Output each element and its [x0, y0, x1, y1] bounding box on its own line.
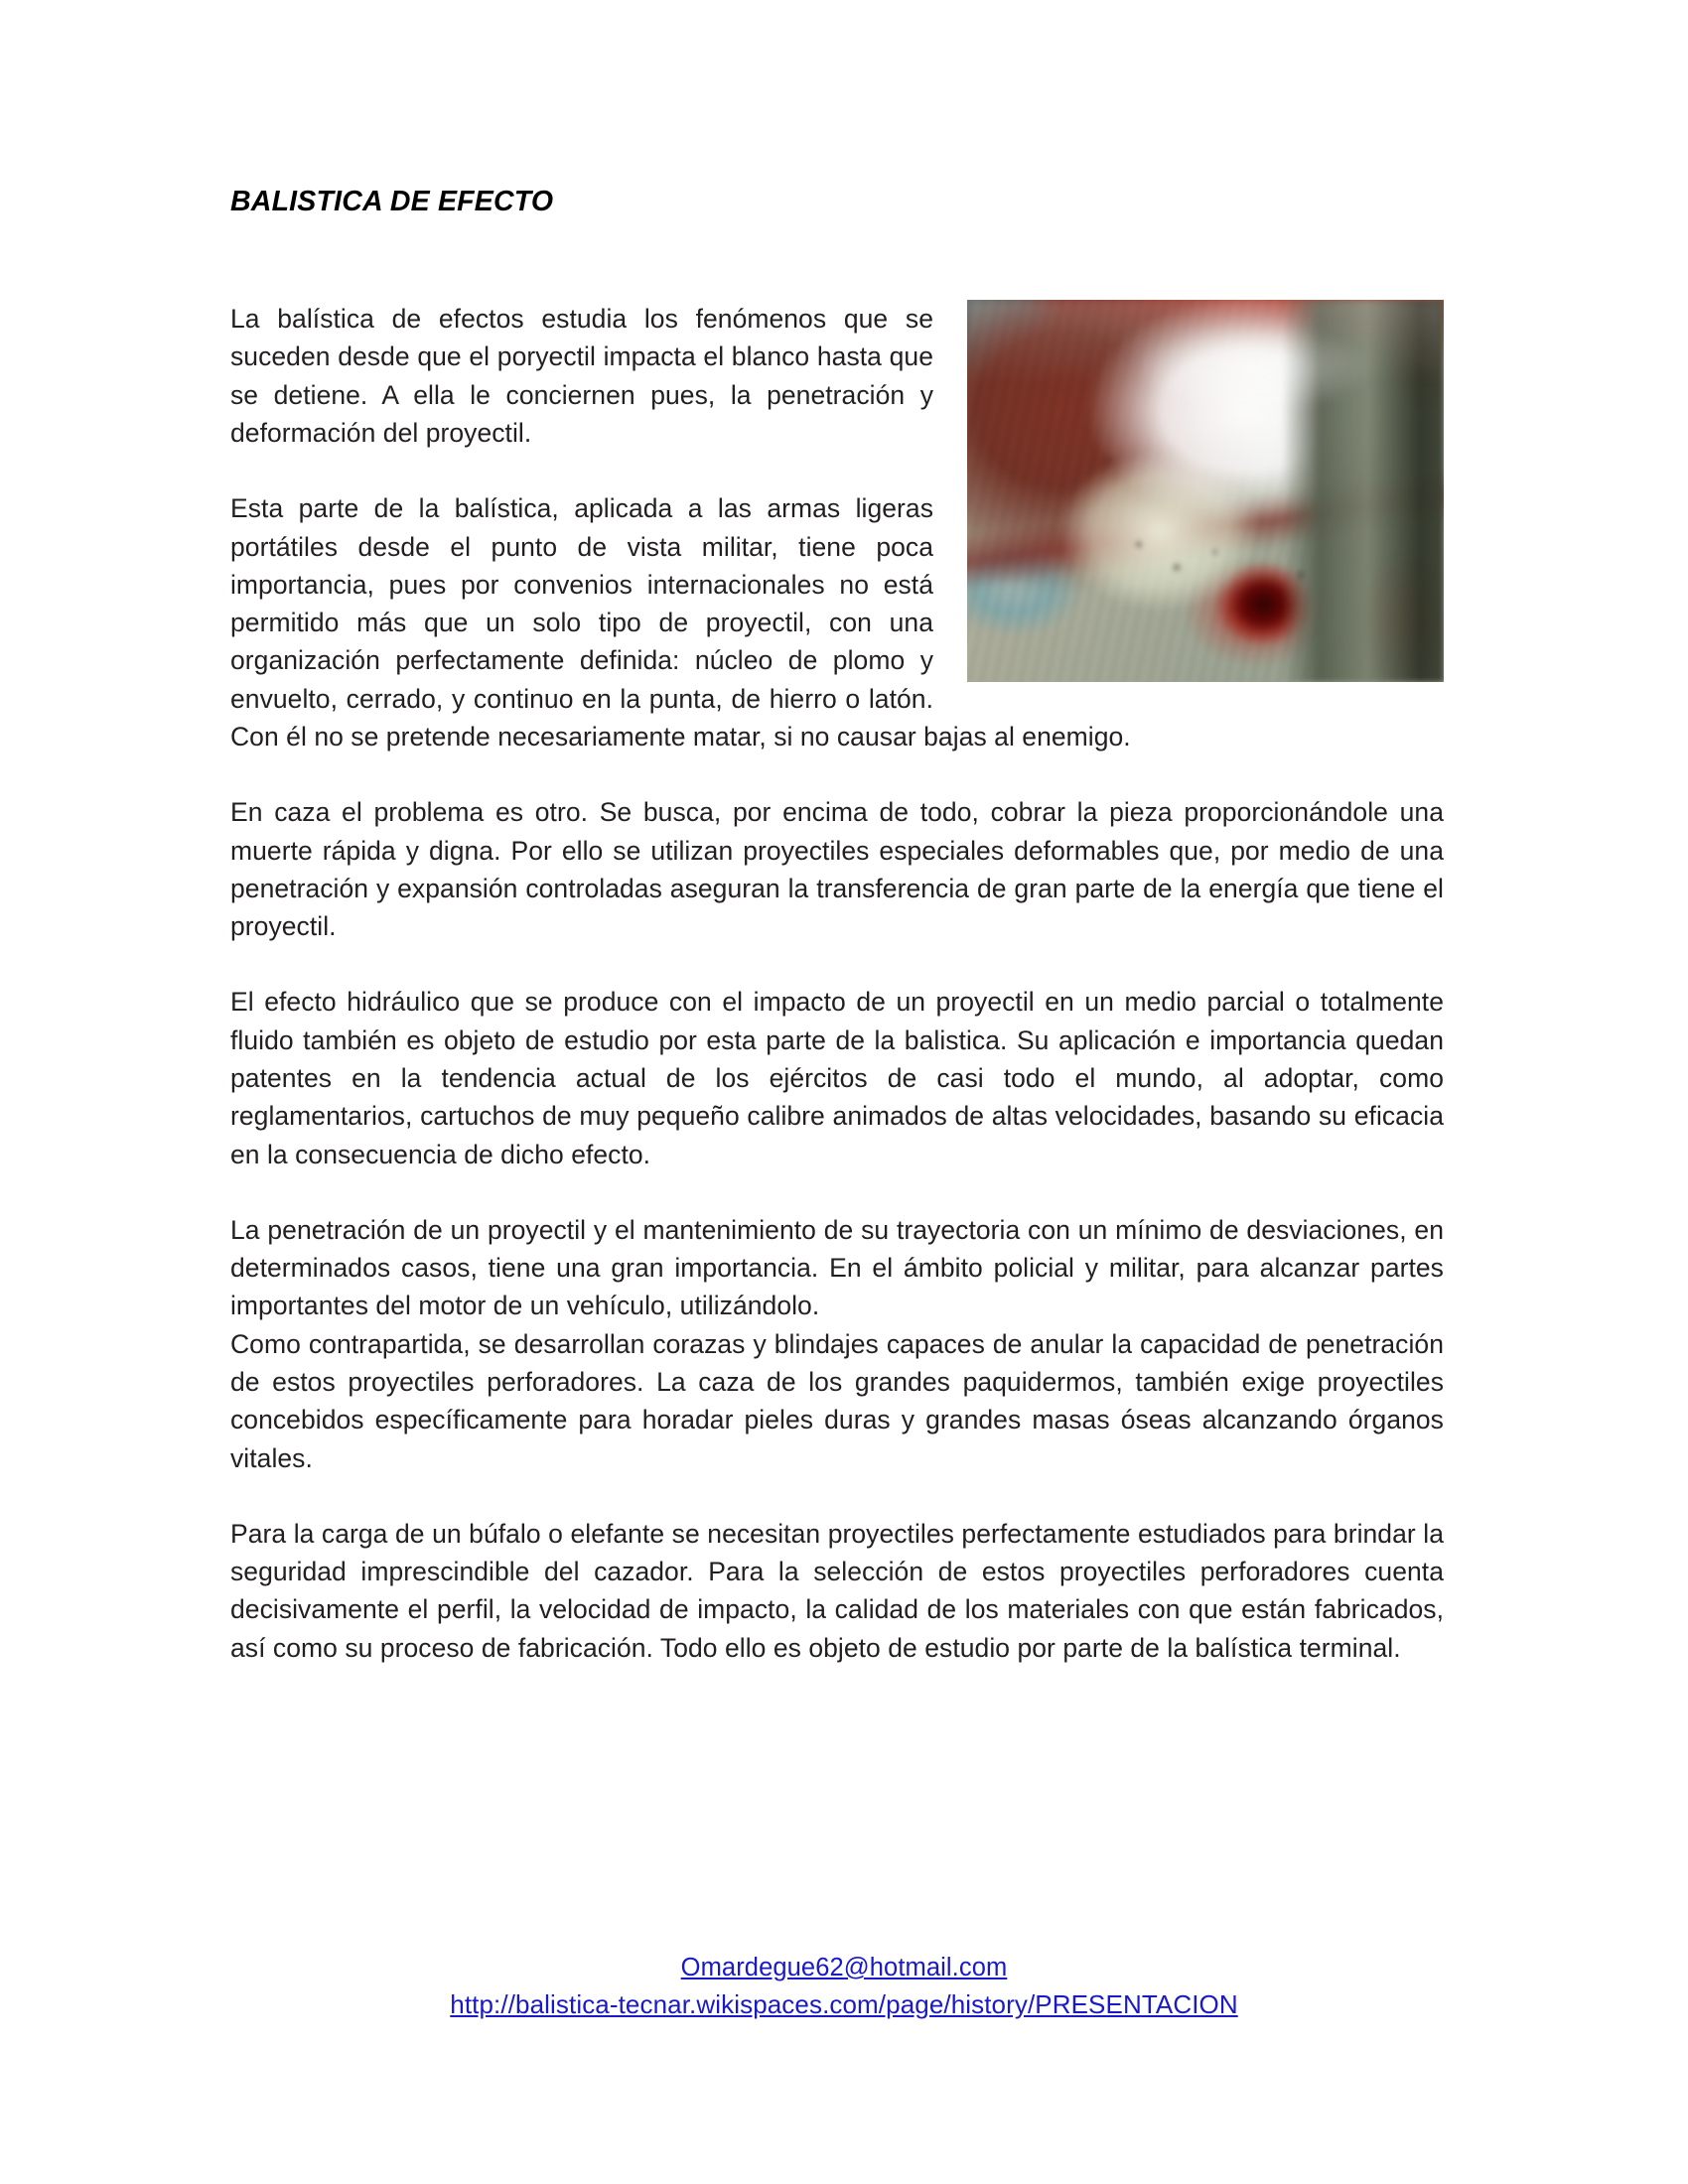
paragraph-gap [230, 755, 1444, 793]
paragraph-3: En caza el problema es otro. Se busca, por encima de todo, cobrar la pieza proporcionándole una muerte rápida y digna. Por ello se utilizan proyectiles especiales deformables que, por medio de una penetración y expansión controladas aseguran la transferencia de gran parte de la energía que tiene el proyectil. [230, 797, 1444, 942]
footer-url-line [0, 1986, 1688, 2023]
paragraph-2: Esta parte de la balística, aplicada a las armas ligeras portátiles desde el punto de vista militar, tiene poca importancia, pues por convenios internacionales no está permitido más que un solo tipo de proyectil, con una organización perfectamente definida: núcleo de plomo y envuelto, cerrado, y continuo en la punta, de hierro o latón. Con él no se pretende necesariamente matar, si no causar bajas al enemigo. [230, 493, 1131, 751]
ballistics-wound-photo [967, 300, 1444, 682]
paragraph-gap [230, 1477, 1444, 1515]
footer-email-line [0, 1950, 1688, 1986]
source-url-link[interactable]: http://balistica-tecnar.wikispaces.com/page/history/PRESENTACION [450, 1988, 1238, 2019]
paragraph-1: La balística de efectos estudia los fenómenos que se suceden desde que el poryectil impacta el blanco hasta que se detiene. A ella le conciernen pues, la penetración y deformación del proyectil. [230, 304, 933, 449]
paragraph-5: La penetración de un proyectil y el mantenimiento de su trayectoria con un mínimo de desviaciones, en determinados casos, tiene una gran importancia. En el ámbito policial y militar, para alcanzar partes importantes del motor de un vehículo, utilizándolo. [230, 1214, 1444, 1321]
body-text-block [230, 300, 1444, 1667]
paragraph-gap [230, 945, 1444, 983]
paragraph-7: Para la carga de un búfalo o elefante se necesitan proyectiles perfectamente estudiados para brindar la seguridad imprescindible del cazador. Para la selección de estos proyectiles perforadores cuenta decisivamente el perfil, la velocidad de impacto, la calidad de los materiales con que están fabricados, así como su proceso de fabricación. Todo ello es objeto de estudio por parte de la balística terminal. [230, 1518, 1444, 1663]
email-link[interactable]: Omardegue62@hotmail.com [680, 1954, 1008, 1981]
paragraph-4: El efecto hidráulico que se produce con el impacto de un proyectil en un medio parcial o totalmente fluido también es objeto de estudio por esta parte de la balistica. Su aplicación e importancia quedan patentes en la tendencia actual de los ejércitos de casi todo el mundo, al adoptar, como reglamentarios, cartuchos de muy pequeño calibre animados de altas velocidades, basando su eficacia en la consecuencia de dicho efecto. [230, 987, 1444, 1169]
paragraph-6: Como contrapartida, se desarrollan corazas y blindajes capaces de anular la capacidad de penetración de estos proyectiles perforadores. La caza de los grandes paquidermos, también exige proyectiles concebidos específicamente para horadar pieles duras y grandes masas óseas alcanzando órganos vitales. [230, 1328, 1444, 1473]
document-body [230, 185, 1444, 1667]
page-title: BALISTICA DE EFECTO [230, 186, 554, 217]
document-footer [0, 1950, 1688, 2023]
photo-layer-highlight [967, 300, 1444, 682]
paragraph-gap [230, 1173, 1444, 1211]
